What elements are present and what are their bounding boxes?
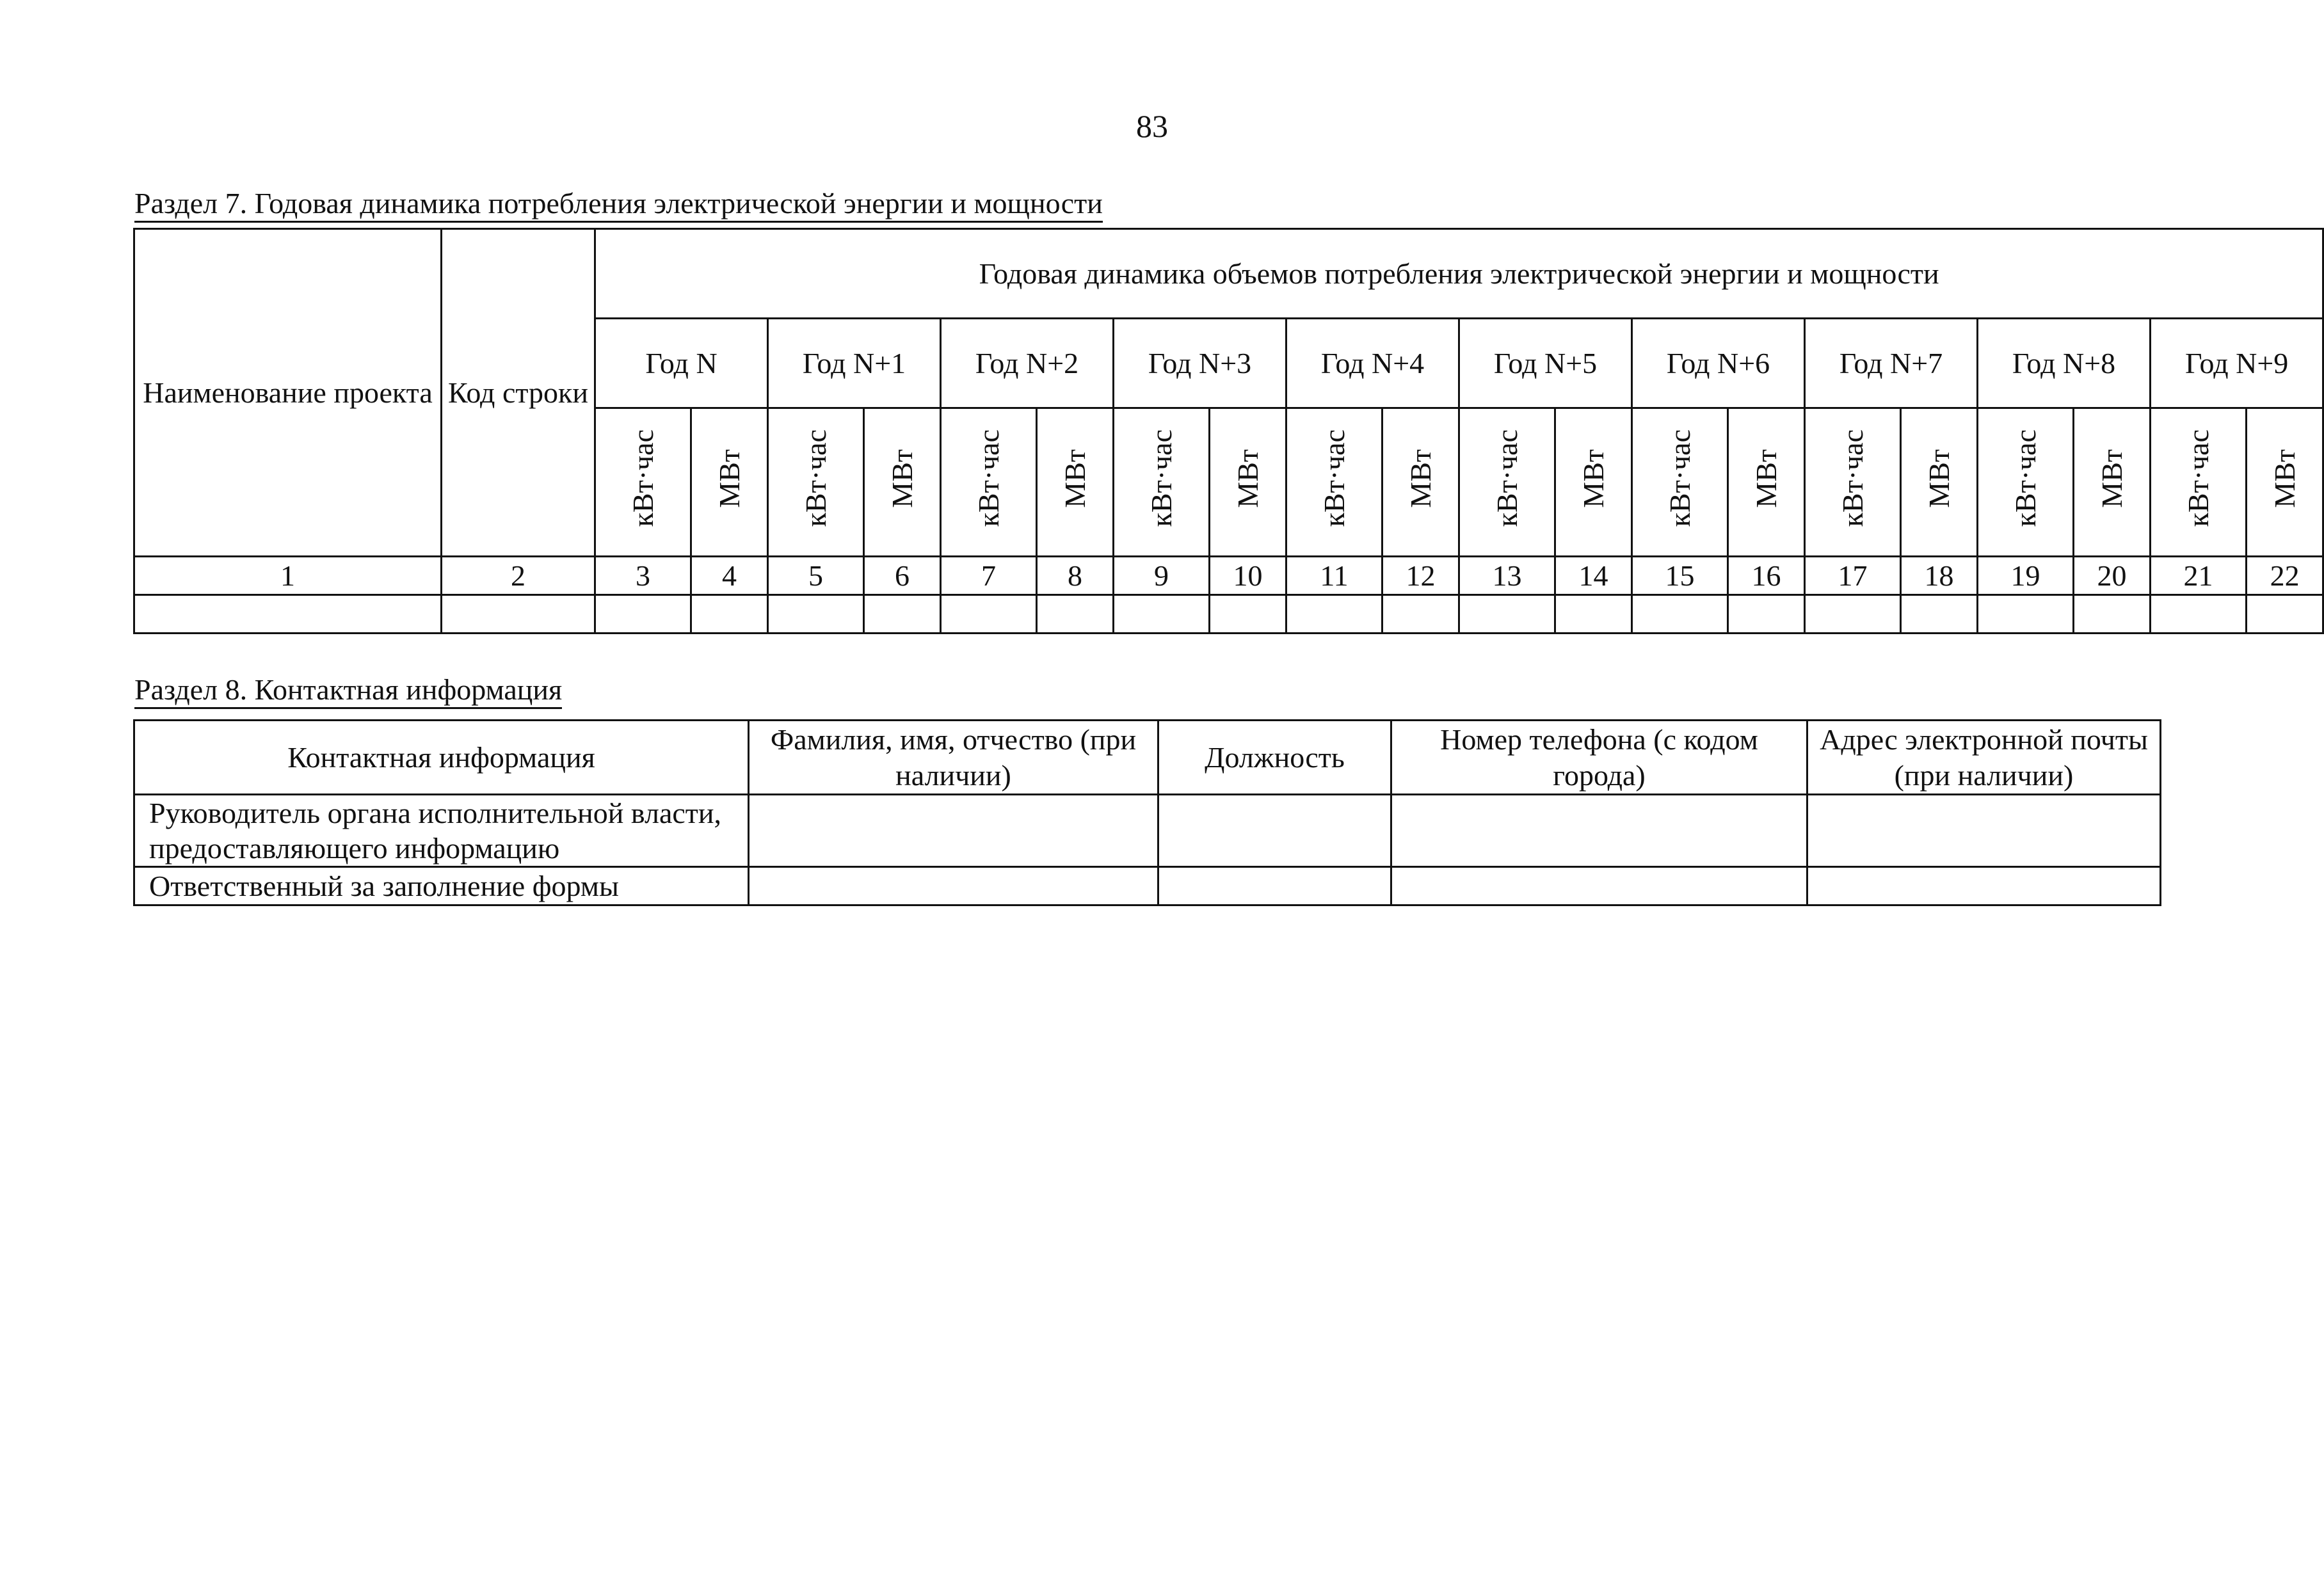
column-number: 3 xyxy=(595,557,691,595)
column-number: 19 xyxy=(1978,557,2074,595)
data-entry-cell[interactable] xyxy=(1459,595,1555,634)
unit-mw-label: МВт xyxy=(1231,449,1264,508)
unit-header xyxy=(1901,408,1978,557)
unit-mw-label: МВт xyxy=(1058,449,1091,508)
data-entry-cell[interactable] xyxy=(1805,595,1901,634)
full-name-cell[interactable] xyxy=(749,867,1158,905)
unit-header xyxy=(941,408,1037,557)
header-year: Год N+1 xyxy=(768,319,941,408)
column-number: 15 xyxy=(1632,557,1728,595)
data-entry-cell[interactable] xyxy=(1114,595,1210,634)
contact-info-table xyxy=(133,719,2161,906)
column-number: 14 xyxy=(1555,557,1632,595)
phone-cell[interactable] xyxy=(1391,867,1807,905)
data-entry-cell[interactable] xyxy=(595,595,691,634)
header-position: Должность xyxy=(1158,721,1391,795)
header-annual-dynamics: Годовая динамика объемов потребления электрической энергии и мощности xyxy=(595,229,2323,319)
unit-header xyxy=(1114,408,1210,557)
header-year: Год N+4 xyxy=(1286,319,1459,408)
column-number: 4 xyxy=(691,557,768,595)
unit-header xyxy=(1382,408,1459,557)
unit-kwh-label: кВт·час xyxy=(1144,429,1178,527)
header-row-code: Код строки xyxy=(442,229,595,557)
column-number: 9 xyxy=(1114,557,1210,595)
unit-header xyxy=(691,408,768,557)
unit-mw-label: МВт xyxy=(712,449,746,508)
header-year: Год N+6 xyxy=(1632,319,1805,408)
column-number: 18 xyxy=(1901,557,1978,595)
data-entry-cell[interactable] xyxy=(1978,595,2074,634)
data-entry-cell[interactable] xyxy=(768,595,864,634)
unit-kwh-label: кВт·час xyxy=(1836,429,1869,527)
energy-dynamics-table xyxy=(133,228,2324,634)
column-number: 6 xyxy=(864,557,941,595)
column-number: 17 xyxy=(1805,557,1901,595)
column-number: 16 xyxy=(1728,557,1805,595)
unit-header xyxy=(1286,408,1382,557)
unit-header xyxy=(768,408,864,557)
email-cell[interactable] xyxy=(1807,867,2161,905)
table-row xyxy=(134,795,2161,867)
unit-mw-label: МВт xyxy=(2268,449,2302,508)
column-number: 20 xyxy=(2074,557,2151,595)
data-entry-cell[interactable] xyxy=(864,595,941,634)
unit-kwh-label: кВт·час xyxy=(626,429,659,527)
column-number: 11 xyxy=(1286,557,1382,595)
unit-header xyxy=(1459,408,1555,557)
header-phone: Номер телефона (с кодом города) xyxy=(1391,721,1807,795)
unit-header xyxy=(1805,408,1901,557)
data-entry-cell[interactable] xyxy=(1286,595,1382,634)
unit-kwh-label: кВт·час xyxy=(1490,429,1523,527)
contact-role-head: Руководитель органа исполнительной власти, предоставляющего информацию xyxy=(134,795,749,867)
column-number: 7 xyxy=(941,557,1037,595)
unit-header xyxy=(595,408,691,557)
column-number: 8 xyxy=(1037,557,1114,595)
data-entry-cell[interactable] xyxy=(1901,595,1978,634)
header-year: Год N+2 xyxy=(941,319,1114,408)
header-full-name: Фамилия, имя, отчество (при наличии) xyxy=(749,721,1158,795)
unit-header xyxy=(1978,408,2074,557)
section-7-title: Раздел 7. Годовая динамика потребления электрической энергии и мощности xyxy=(134,187,1103,223)
unit-header xyxy=(2151,408,2247,557)
unit-kwh-label: кВт·час xyxy=(1663,429,1696,527)
data-entry-cell[interactable] xyxy=(1037,595,1114,634)
unit-kwh-label: кВт·час xyxy=(972,429,1005,527)
data-entry-cell[interactable] xyxy=(2247,595,2323,634)
column-number: 12 xyxy=(1382,557,1459,595)
email-cell[interactable] xyxy=(1807,795,2161,867)
data-entry-cell[interactable] xyxy=(1632,595,1728,634)
data-entry-cell[interactable] xyxy=(941,595,1037,634)
data-entry-cell[interactable] xyxy=(691,595,768,634)
full-name-cell[interactable] xyxy=(749,795,1158,867)
data-entry-cell[interactable] xyxy=(1210,595,1286,634)
unit-header xyxy=(864,408,941,557)
header-email: Адрес электронной почты (при наличии) xyxy=(1807,721,2161,795)
column-number: 1 xyxy=(134,557,442,595)
unit-mw-label: МВт xyxy=(1576,449,1610,508)
unit-header xyxy=(1728,408,1805,557)
unit-mw-label: МВт xyxy=(1404,449,1437,508)
unit-mw-label: МВт xyxy=(2095,449,2128,508)
contact-role-responsible: Ответственный за заполнение формы xyxy=(134,867,749,905)
column-number: 10 xyxy=(1210,557,1286,595)
position-cell[interactable] xyxy=(1158,795,1391,867)
unit-header xyxy=(1210,408,1286,557)
unit-header xyxy=(2247,408,2323,557)
data-entry-cell[interactable] xyxy=(1728,595,1805,634)
table-row xyxy=(134,867,2161,905)
header-project-name: Наименование проекта xyxy=(134,229,442,557)
header-year: Год N+3 xyxy=(1114,319,1286,408)
data-entry-cell[interactable] xyxy=(1382,595,1459,634)
unit-mw-label: МВт xyxy=(1749,449,1783,508)
column-number: 22 xyxy=(2247,557,2323,595)
unit-header xyxy=(1632,408,1728,557)
header-year: Год N xyxy=(595,319,768,408)
position-cell[interactable] xyxy=(1158,867,1391,905)
unit-mw-label: МВт xyxy=(885,449,918,508)
column-number: 13 xyxy=(1459,557,1555,595)
data-entry-cell[interactable] xyxy=(2074,595,2151,634)
data-entry-cell[interactable] xyxy=(1555,595,1632,634)
unit-kwh-label: кВт·час xyxy=(799,429,832,527)
data-entry-cell[interactable] xyxy=(134,595,442,634)
phone-cell[interactable] xyxy=(1391,795,1807,867)
page-number: 83 xyxy=(1136,108,1168,144)
header-year: Год N+7 xyxy=(1805,319,1978,408)
unit-kwh-label: кВт·час xyxy=(1317,429,1350,527)
unit-header xyxy=(1037,408,1114,557)
unit-kwh-label: кВт·час xyxy=(2181,429,2215,527)
unit-mw-label: МВт xyxy=(1922,449,1955,508)
data-entry-cell[interactable] xyxy=(2151,595,2247,634)
header-year: Год N+9 xyxy=(2151,319,2323,408)
unit-kwh-label: кВт·час xyxy=(2008,429,2042,527)
unit-header xyxy=(1555,408,1632,557)
column-number: 2 xyxy=(442,557,595,595)
header-contact-info: Контактная информация xyxy=(134,721,749,795)
data-entry-cell[interactable] xyxy=(442,595,595,634)
column-number: 21 xyxy=(2151,557,2247,595)
header-year: Год N+8 xyxy=(1978,319,2151,408)
header-year: Год N+5 xyxy=(1459,319,1632,408)
column-number: 5 xyxy=(768,557,864,595)
section-8-title: Раздел 8. Контактная информация xyxy=(134,673,562,709)
unit-header xyxy=(2074,408,2151,557)
